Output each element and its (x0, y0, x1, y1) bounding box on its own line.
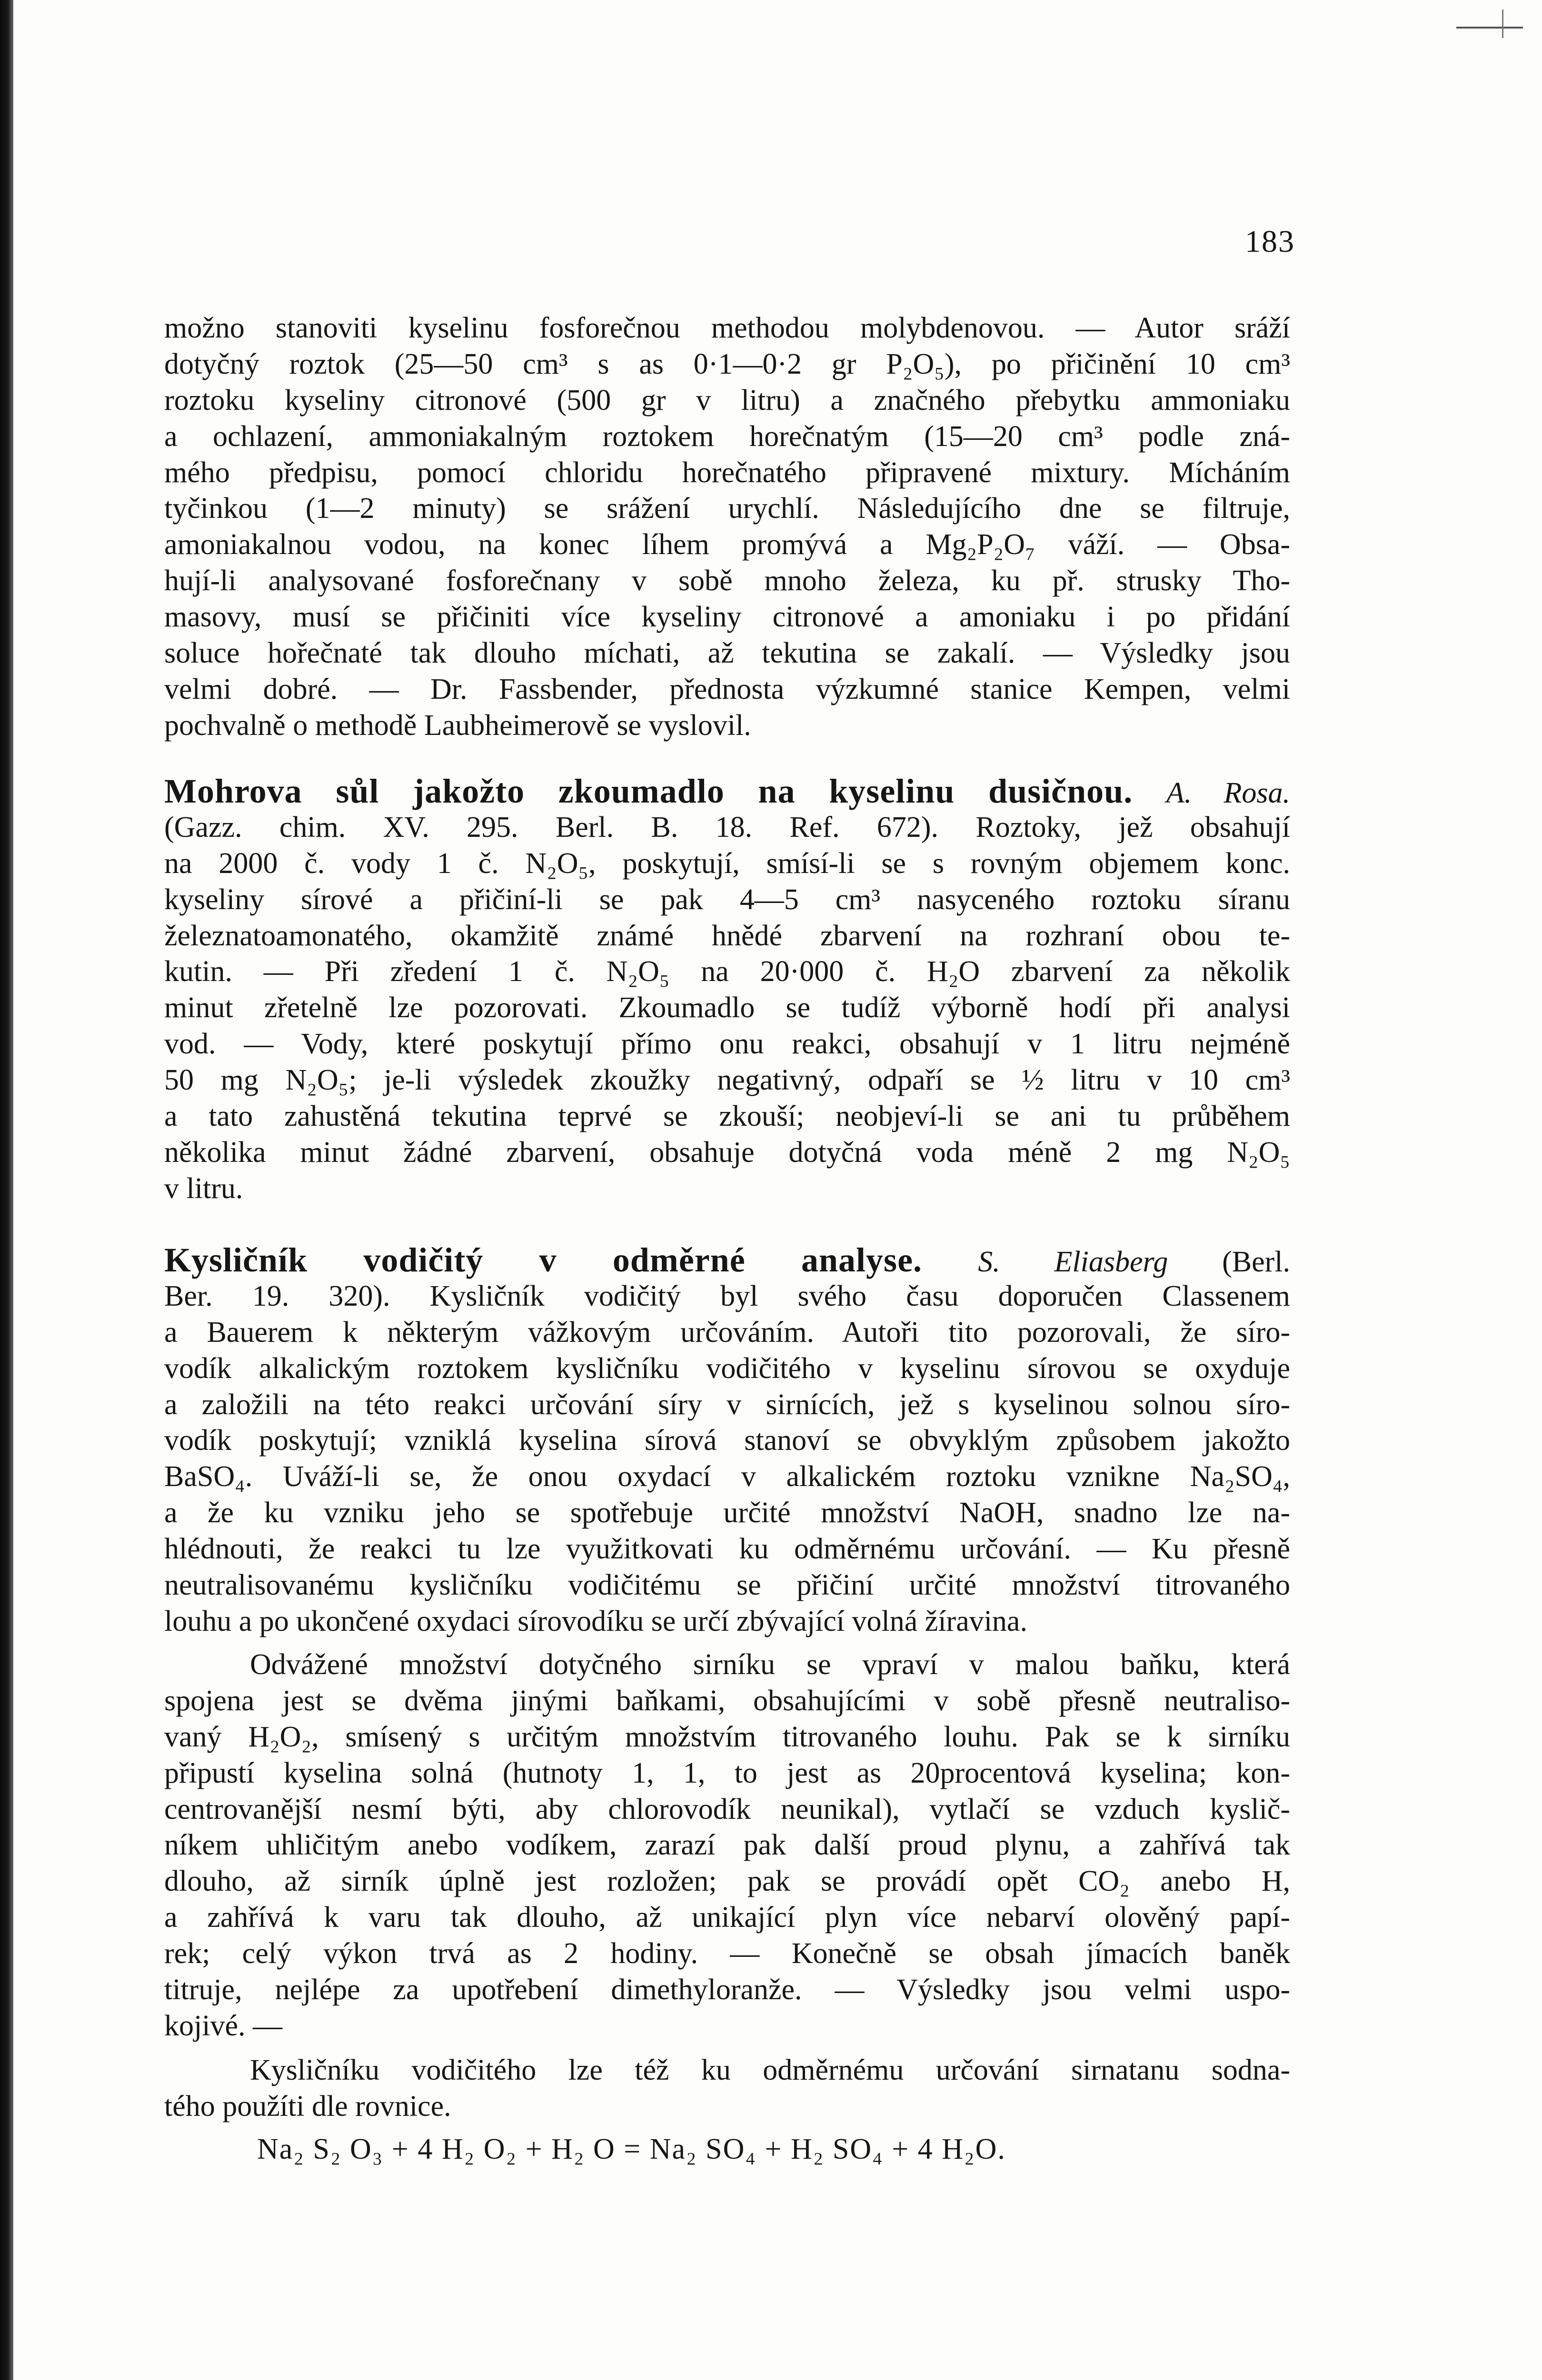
text-line: 50 mg N₂O₅; je-li výsledek zkoužky negativný, odpaří se ½ litru v 10 cm³ (164, 1064, 1290, 1097)
text-line: velmi dobré. — Dr. Fassbender, přednosta výzkumné stanice Kempen, velmi (164, 673, 1290, 705)
paragraph-phosphoric-acid (164, 310, 1290, 744)
paragraph-thiosulfate (164, 2053, 1290, 2125)
text-line: neutralisovanému kysličníku vodičitému se přičiní určité množství titrovaného (164, 1569, 1290, 1602)
article-mohr-salt (164, 774, 1290, 1207)
text-line: vod. — Vody, které poskytují přímo onu reakci, obsahují v 1 litru nejméně (164, 1028, 1290, 1061)
text-line: masovy, musí se přičiniti více kyseliny citronové a amoniaku i po přidání (164, 601, 1290, 634)
article-heading-line (164, 1242, 1290, 1279)
text-line: a zahřívá k varu tak dlouho, až unikající plyn více nebarví olověný papí- (164, 1901, 1290, 1934)
text-line: (Gazz. chim. XV. 295. Berl. B. 18. Ref. 672). Roztoky, jež obsahují (164, 811, 1290, 843)
text-line: kyseliny sírové a přičiní-li se pak 4—5 cm³ nasyceného roztoku síranu (164, 883, 1290, 916)
text-line: louhu a po ukončené oxydaci sírovodíku se určí zbývající volná žíravina. (164, 1605, 1027, 1637)
text-line: BaSO₄. Uváží-li se, že onou oxydací v alkalickém roztoku vznikne Na₂SO₄, (164, 1460, 1290, 1493)
article-hydrogen-peroxide (164, 1242, 1290, 1640)
text-line: Kysličníku vodičitého lze též ku odměrnému určování sirnatanu sodna- (250, 2054, 1290, 2086)
text-line: železnatoamonatého, okamžitě známé hnědé zbarvení na rozhraní obou te- (164, 919, 1290, 952)
text-line: centrovanější nesmí býti, aby chlorovodík neunikal), vytlačí se vzduch kyslič- (164, 1793, 1290, 1825)
text-line: hlédnouti, že reakci tu lze využitkovati ku odměrnému určování. — Ku přesně (164, 1533, 1290, 1566)
text-line: mého předpisu, pomocí chloridu horečnatého připravené mixtury. Mícháním (164, 456, 1290, 489)
text-line: rek; celý výkon trvá as 2 hodiny. — Konečně se obsah jímacích baněk (164, 1937, 1290, 1970)
text-line: dlouho, až sirník úplně jest rozložen; pak se provádí opět CO₂ anebo H, (164, 1865, 1290, 1898)
text-line: tyčinkou (1—2 minuty) se srážení urychlí. Následujícího dne se filtruje, (164, 492, 1290, 525)
paragraph-procedure (164, 1647, 1290, 2044)
corner-registration-mark (1456, 10, 1523, 38)
text-line: dotyčný roztok (25—50 cm³ s as 0·1—0·2 gr P₂O₅), po přičinění 10 cm³ (164, 347, 1290, 380)
text-line: pochvalně o methodě Laubheimerově se vyslovil. (164, 709, 751, 742)
text-line: titruje, nejlépe za upotřebení dimethyloranže. — Výsledky jsou velmi uspo- (164, 1973, 1290, 2006)
article-citation-start: (Berl. (1222, 1246, 1290, 1278)
text-line: amoniakalnou vodou, na konec líhem promývá a Mg₂P₂O₇ váží. — Obsa- (164, 528, 1290, 561)
article-heading-line (164, 774, 1290, 810)
text-line: minut zřetelně lze pozorovati. Zkoumadlo se tudíž výborně hodí při analysi (164, 992, 1290, 1024)
text-line: vodík alkalickým roztokem kysličníku vodičitého v kyselinu sírovou se oxyduje (164, 1352, 1290, 1385)
text-line: v litru. (164, 1172, 243, 1205)
equation-line: Na₂ S₂ O₃ + 4 H₂ O₂ + H₂ O = Na₂ SO₄ + H₂ SO₄ + 4 H₂O. (257, 2133, 1006, 2165)
article-heading: Mohrova sůl jakožto zkoumadlo na kyselinu dusičnou. (164, 772, 1166, 810)
mark-horizontal-rule (1456, 27, 1523, 29)
text-line: Ber. 19. 320). Kysličník vodičitý byl svého času doporučen Classenem (164, 1279, 1290, 1312)
mark-vertical-rule (1502, 10, 1503, 38)
text-line: Odvážené množství dotyčného sirníku se vpraví v malou baňku, která (250, 1648, 1290, 1681)
text-line: kojivé. — (164, 2009, 282, 2042)
text-line: a ochlazení, ammoniakalným roztokem horečnatým (15—20 cm³ podle zná- (164, 420, 1290, 453)
article-author: S. Eliasberg (978, 1246, 1223, 1278)
article-author: A. Rosa. (1166, 777, 1290, 809)
text-line: a že ku vzniku jeho se spotřebuje určité množství NaOH, snadno lze na- (164, 1497, 1290, 1529)
text-line: hují-li analysované fosforečnany v sobě mnoho železa, ku př. strusky Tho- (164, 565, 1290, 597)
text-line: vodík poskytují; vzniklá kyselina sírová stanoví se obvyklým způsobem jakožto (164, 1424, 1290, 1457)
text-line: několika minut žádné zbarvení, obsahuje dotyčná voda méně 2 mg N₂O₅ (164, 1136, 1290, 1169)
text-line: spojena jest se dvěma jinými baňkami, obsahujícími v sobě přesně neutraliso- (164, 1684, 1290, 1717)
text-line: na 2000 č. vody 1 č. N₂O₅, poskytují, smísí-li se s rovným objemem konc. (164, 847, 1290, 880)
text-line: tého použíti dle rovnice. (164, 2090, 451, 2122)
chemical-equation (257, 2132, 1162, 2168)
text-line: a tato zahustěná tekutina teprvé se zkouší; neobjeví-li se ani tu průběhem (164, 1100, 1290, 1133)
text-line: níkem uhličitým anebo vodíkem, zarazí pak další proud plynu, a zahřívá tak (164, 1829, 1290, 1862)
text-line: roztoku kyseliny citronové (500 gr v litru) a značného přebytku ammoniaku (164, 384, 1290, 416)
text-line: možno stanoviti kyselinu fosforečnou methodou molybdenovou. — Autor sráží (164, 312, 1290, 344)
article-heading: Kysličník vodičitý v odměrné analyse. (164, 1241, 978, 1279)
text-line: připustí kyselina solná (hutnoty 1, 1, to jest as 20procentová kyselina; kon- (164, 1756, 1290, 1789)
scan-binding-edge (0, 0, 13, 2380)
text-line: a založili na této reakci určování síry v sirnících, jež s kyselinou solnou síro- (164, 1388, 1290, 1421)
text-line: kutin. — Při zředení 1 č. N₂O₅ na 20·000 č. H₂O zbarvení za několik (164, 955, 1290, 988)
page-number: 183 (1245, 224, 1295, 259)
text-line: a Bauerem k některým vážkovým určováním. Autoři tito pozorovali, že síro- (164, 1316, 1290, 1349)
text-line: soluce hořečnaté tak dlouho míchati, až tekutina se zakalí. — Výsledky jsou (164, 637, 1290, 670)
text-line: vaný H₂O₂, smísený s určitým množstvím titrovaného louhu. Pak se k sirníku (164, 1720, 1290, 1753)
